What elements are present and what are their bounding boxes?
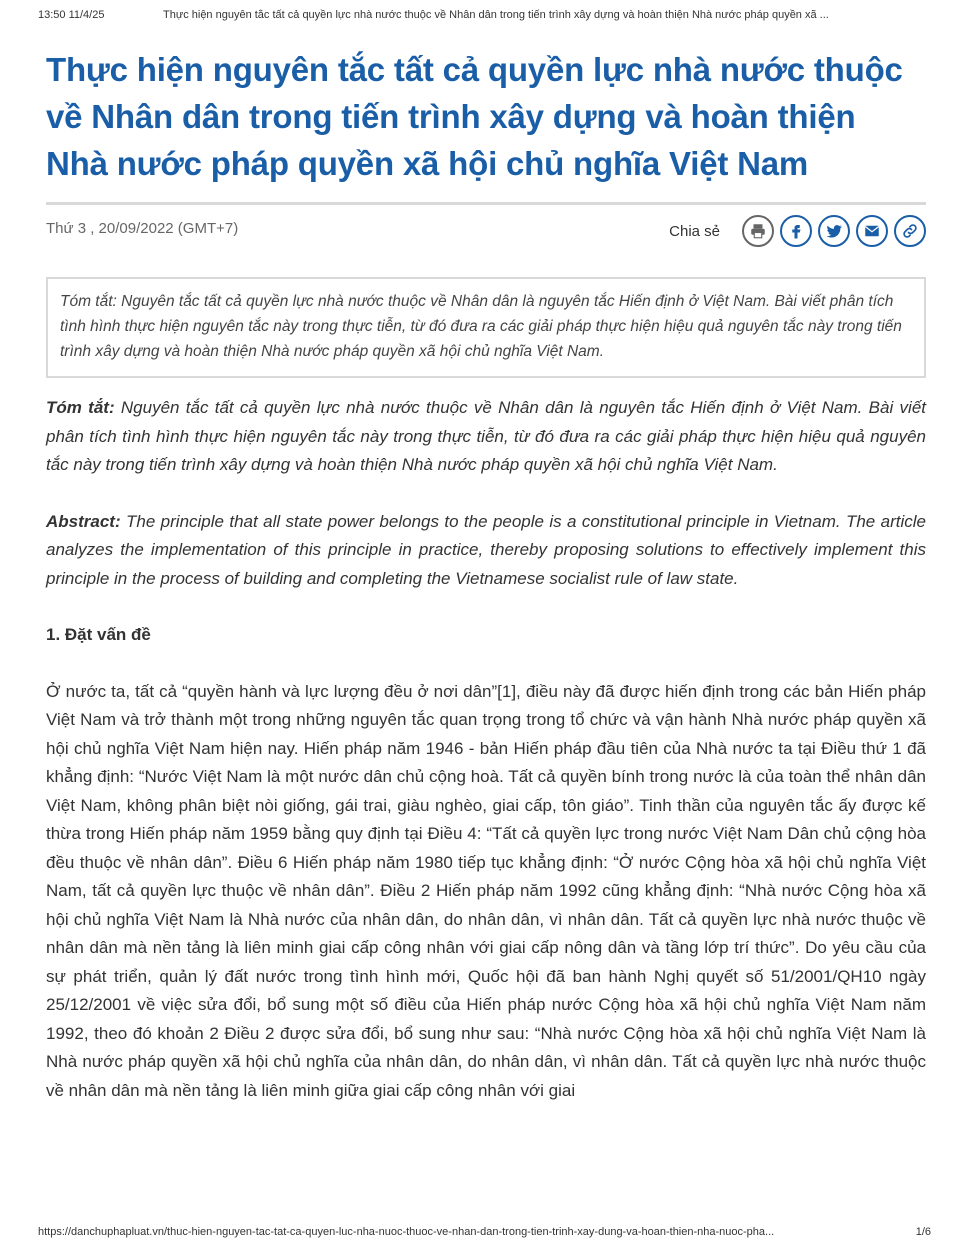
print-icon	[749, 222, 767, 240]
print-doc-title: Thực hiện nguyên tắc tất cả quyền lực nhà nước thuộc về Nhân dân trong tiến trình xây dựng và hoàn thiện Nhà nước pháp quyền xã ...	[163, 9, 829, 21]
summary-box: Tóm tắt: Nguyên tắc tất cả quyền lực nhà nước thuộc về Nhân dân là nguyên tắc Hiến định ở Việt Nam. Bài viết phân tích tình hình thực hiện nguyên tắc này trong thực tiễn, từ đó đưa ra các giải pháp thực hiện hiệu quả nguyên tắc này trong tiến trình xây dựng và hoàn thiện Nhà nước pháp quyền xã hội chủ nghĩa Việt Nam.	[46, 277, 926, 378]
article-date: Thứ 3 , 20/09/2022 (GMT+7)	[46, 220, 239, 237]
copy-link-button[interactable]	[894, 215, 926, 247]
print-footer	[38, 1226, 931, 1242]
facebook-icon	[787, 222, 805, 240]
twitter-icon	[825, 222, 843, 240]
page-number: 1/6	[915, 1226, 931, 1238]
summary-label: Tóm tắt:	[46, 398, 115, 417]
twitter-share-button[interactable]	[818, 215, 850, 247]
email-icon	[863, 222, 881, 240]
print-timestamp: 13:50 11/4/25	[38, 9, 105, 21]
section-heading: 1. Đặt vấn đề	[46, 625, 151, 644]
abstract-label: Abstract:	[46, 511, 121, 531]
print-button[interactable]	[742, 215, 774, 247]
article-title: Thực hiện nguyên tắc tất cả quyền lực nhà nước thuộc về Nhân dân trong tiến trình xây dựng và hoàn thiện Nhà nước pháp quyền xã hội chủ nghĩa Việt Nam	[46, 51, 903, 182]
email-share-button[interactable]	[856, 215, 888, 247]
facebook-share-button[interactable]	[780, 215, 812, 247]
article-meta	[46, 202, 926, 263]
article-body	[46, 394, 926, 1105]
link-icon	[901, 222, 919, 240]
share-bar	[669, 211, 926, 251]
abstract-paragraph	[46, 508, 926, 594]
abstract-text: The principle that all state power belongs to the people is a constitutional principle in Vietnam. The article analyzes the implementation of this principle in practice, thereby proposing solutions to effectively implement this principle in the process of building and completing the Vietnamese socialist rule of law state.	[46, 511, 926, 588]
print-header	[38, 9, 931, 25]
share-label: Chia sẻ	[669, 222, 720, 240]
print-url[interactable]: https://danchuphapluat.vn/thuc-hien-nguyen-tac-tat-ca-quyen-luc-nha-nuoc-thuoc-ve-nhan-dan-trong-tien-trinh-xay-dung-va-hoan-thien-nha-nuoc-pha...	[38, 1226, 775, 1238]
article	[46, 46, 926, 1133]
body-paragraph: Ở nước ta, tất cả “quyền hành và lực lượng đều ở nơi dân”[1], điều này đã được hiến định trong các bản Hiến pháp Việt Nam và trở thành một trong những nguyên tắc quan trọng trong tổ chức và vận hành Nhà nước pháp quyền xã hội chủ nghĩa Việt Nam hiện nay. Hiến pháp năm 1946 - bản Hiến pháp đầu tiên của Nhà nước ta tại Điều thứ 1 đã khẳng định: “Nước Việt Nam là một nước dân chủ cộng hoà. Tất cả quyền bính trong nước là của toàn thể nhân dân Việt Nam, không phân biệt nòi giống, gái trai, giàu nghèo, giai cấp, tôn giáo”. Tinh thần của nguyên tắc ấy được kế thừa trong Hiến pháp năm 1959 bằng quy định tại Điều 4: “Tất cả quyền lực trong nước Việt Nam Dân chủ cộng hòa đều thuộc về nhân dân”. Điều 6 Hiến pháp năm 1980 tiếp tục khẳng định: “Ở nước Cộng hòa xã hội chủ nghĩa Việt Nam, tất cả quyền lực thuộc về nhân dân”. Điều 2 Hiến pháp năm 1992 cũng khẳng định: “Nhà nước Cộng hòa xã hội chủ nghĩa Việt Nam là Nhà nước của nhân dân, do nhân dân, vì nhân dân. Tất cả quyền lực nhà nước thuộc về nhân dân mà nền tảng là liên minh giai cấp công nhân với giai cấp nông dân và tầng lớp trí thức”. Do yêu cầu của sự phát triển, quản lý đất nước trong tình hình mới, Quốc hội đã ban hành Nghị quyết số 51/2001/QH10 ngày 25/12/2001 về việc sửa đổi, bổ sung một số điều của Hiến pháp nước Cộng hòa xã hội chủ nghĩa Việt Nam năm 1992, theo đó khoản 2 Điều 2 được sửa đổi, bổ sung như sau: “Nhà nước Cộng hòa xã hội chủ nghĩa Việt Nam là Nhà nước pháp quyền xã hội chủ nghĩa của nhân dân, do nhân dân, vì nhân dân. Tất cả quyền lực nhà nước thuộc về nhân dân mà nền tảng là liên minh giữa giai cấp công nhân với giai	[46, 681, 926, 1100]
summary-text: Nguyên tắc tất cả quyền lực nhà nước thuộc về Nhân dân là nguyên tắc Hiến định ở Việt Nam. Bài viết phân tích tình hình thực hiện nguyên tắc này trong thực tiễn, từ đó đưa ra các giải pháp thực hiện hiệu quả nguyên tắc này trong tiến trình xây dựng và hoàn thiện Nhà nước pháp quyền xã hội chủ nghĩa Việt Nam.	[46, 398, 926, 474]
summary-paragraph	[46, 394, 926, 480]
